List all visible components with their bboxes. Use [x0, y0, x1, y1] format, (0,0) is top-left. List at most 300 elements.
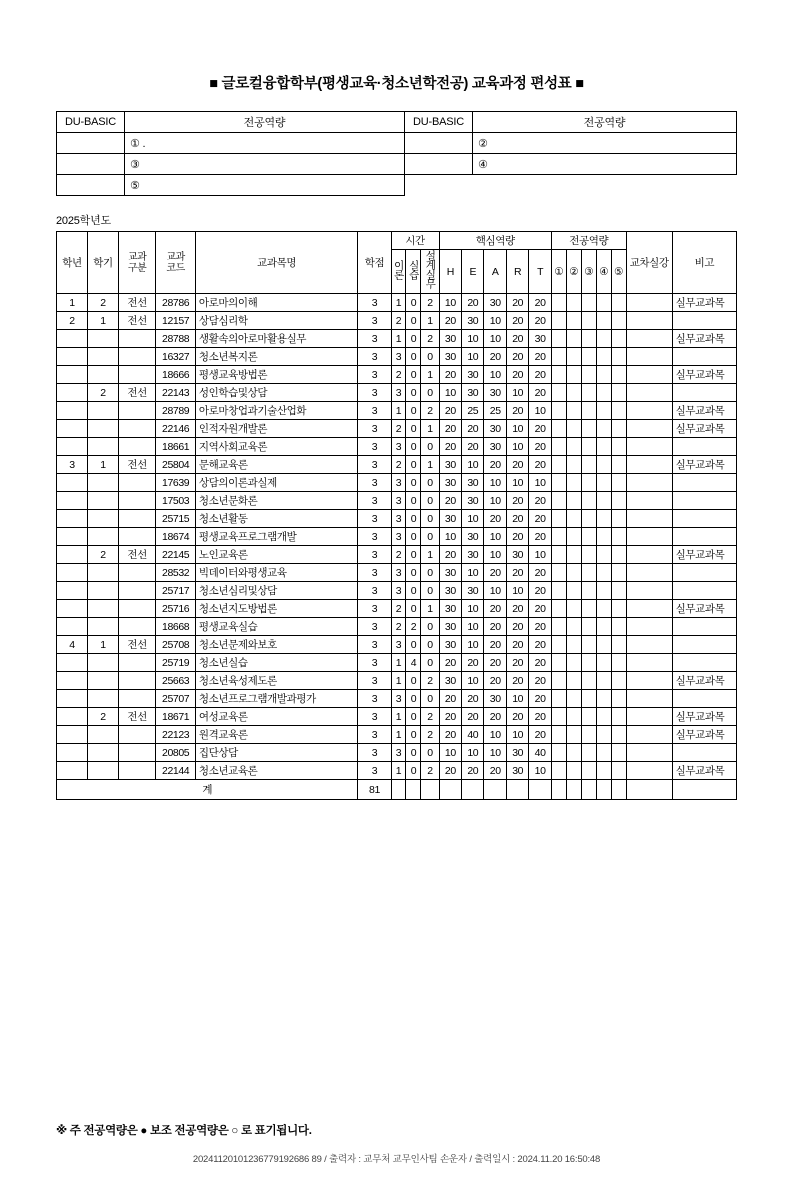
cell-core-h: 20 [439, 762, 461, 780]
header-grade: 학년 [57, 232, 88, 294]
cell-practice: 0 [406, 546, 421, 564]
cell-major-5 [611, 582, 626, 600]
cell-code: 22146 [156, 420, 196, 438]
cell-core-e: 30 [462, 474, 484, 492]
cell-major-2 [566, 438, 581, 456]
cell-major-1 [551, 528, 566, 546]
cell-theory: 3 [391, 438, 406, 456]
competency-row [57, 154, 737, 175]
cell-code: 25715 [156, 510, 196, 528]
cell-theory: 3 [391, 528, 406, 546]
footnote: ※ 주 전공역량은 ● 보조 전공역량은 ○ 로 표기됩니다. [56, 1125, 312, 1137]
cell-major-1 [551, 618, 566, 636]
cell-remark: 실무교과목 [672, 456, 736, 474]
cell-core-e: 20 [462, 420, 484, 438]
competency-cell-right-1 [405, 133, 473, 154]
cell-major-4 [596, 708, 611, 726]
cell-core-t: 20 [529, 456, 552, 474]
page-title: ■ 글로컬융합학부(평생교육·청소년학전공) 교육과정 편성표 ■ [209, 76, 584, 92]
table-row [57, 600, 737, 618]
cell-major-5 [611, 564, 626, 582]
total-remark [672, 780, 736, 800]
cell-practice: 0 [406, 330, 421, 348]
header-major-3: ③ [581, 250, 596, 294]
header-subject-name: 교과목명 [195, 232, 357, 294]
cell-division [118, 654, 155, 672]
cell-core-e: 10 [462, 456, 484, 474]
cell-core-e: 20 [462, 294, 484, 312]
cell-division [118, 330, 155, 348]
cell-subject-name: 평생교육프로그램개발 [195, 528, 357, 546]
cell-code: 20805 [156, 744, 196, 762]
cell-grade [57, 402, 88, 420]
cell-core-r: 20 [506, 366, 528, 384]
cell-division: 전선 [118, 708, 155, 726]
cell-major-1 [551, 654, 566, 672]
cell-core-r: 20 [506, 654, 528, 672]
cell-grade [57, 384, 88, 402]
header-hours-group: 시간 [391, 232, 439, 250]
cell-theory: 1 [391, 708, 406, 726]
cell-major-4 [596, 690, 611, 708]
cell-cross [626, 654, 672, 672]
cell-core-h: 20 [439, 366, 461, 384]
cell-semester: 2 [87, 708, 118, 726]
cell-design: 0 [421, 438, 439, 456]
total-design [421, 780, 439, 800]
cell-major-3 [581, 474, 596, 492]
cell-semester [87, 348, 118, 366]
cell-subject-name: 청소년육성제도론 [195, 672, 357, 690]
cell-code: 25716 [156, 600, 196, 618]
total-m3 [581, 780, 596, 800]
cell-core-a: 20 [484, 348, 506, 366]
cell-grade: 2 [57, 312, 88, 330]
cell-design: 2 [421, 330, 439, 348]
cell-remark: 실무교과목 [672, 330, 736, 348]
cell-major-3 [581, 456, 596, 474]
competency-header-left-value: 전공역량 [125, 112, 405, 133]
table-row [57, 330, 737, 348]
cell-code: 16327 [156, 348, 196, 366]
cell-subject-name: 지역사회교육론 [195, 438, 357, 456]
cell-design: 1 [421, 420, 439, 438]
cell-remark: 실무교과목 [672, 366, 736, 384]
cell-core-t: 10 [529, 402, 552, 420]
total-h [439, 780, 461, 800]
cell-grade [57, 762, 88, 780]
cell-theory: 1 [391, 294, 406, 312]
cell-major-1 [551, 726, 566, 744]
cell-core-r: 20 [506, 492, 528, 510]
table-row [57, 690, 737, 708]
cell-semester: 1 [87, 312, 118, 330]
cell-subject-name: 집단상담 [195, 744, 357, 762]
cell-code: 22123 [156, 726, 196, 744]
cell-major-4 [596, 474, 611, 492]
cell-practice: 0 [406, 636, 421, 654]
cell-design: 0 [421, 510, 439, 528]
cell-core-a: 10 [484, 492, 506, 510]
cell-remark [672, 744, 736, 762]
cell-design: 1 [421, 366, 439, 384]
cell-major-5 [611, 438, 626, 456]
cell-major-2 [566, 402, 581, 420]
cell-major-2 [566, 582, 581, 600]
cell-grade [57, 708, 88, 726]
cell-subject-name: 생활속의아로마활용실무 [195, 330, 357, 348]
cell-grade [57, 672, 88, 690]
cell-credit: 3 [358, 348, 391, 366]
cell-grade [57, 528, 88, 546]
cell-practice: 0 [406, 582, 421, 600]
cell-core-t: 10 [529, 474, 552, 492]
cell-subject-name: 평생교육방법론 [195, 366, 357, 384]
cell-core-e: 30 [462, 528, 484, 546]
cell-major-4 [596, 726, 611, 744]
cell-major-5 [611, 402, 626, 420]
cell-major-2 [566, 726, 581, 744]
cell-major-1 [551, 330, 566, 348]
competency-header-right-value: 전공역량 [473, 112, 737, 133]
cell-practice: 0 [406, 492, 421, 510]
header-major-1: ① [551, 250, 566, 294]
header-subject-division: 교과 구분 [118, 232, 155, 294]
cell-major-3 [581, 330, 596, 348]
header-core-e: E [462, 250, 484, 294]
cell-credit: 3 [358, 762, 391, 780]
cell-grade: 4 [57, 636, 88, 654]
cell-remark [672, 690, 736, 708]
cell-practice: 4 [406, 654, 421, 672]
competency-header-row [57, 112, 737, 133]
competency-header-left: DU-BASIC [57, 112, 125, 133]
cell-major-4 [596, 312, 611, 330]
cell-core-t: 20 [529, 420, 552, 438]
competency-cell-right-2 [405, 154, 473, 175]
cell-grade [57, 510, 88, 528]
cell-design: 2 [421, 762, 439, 780]
total-m5 [611, 780, 626, 800]
cell-major-5 [611, 294, 626, 312]
cell-theory: 2 [391, 420, 406, 438]
header-major-4: ④ [596, 250, 611, 294]
cell-core-t: 10 [529, 546, 552, 564]
cell-major-5 [611, 654, 626, 672]
cell-major-4 [596, 672, 611, 690]
cell-major-4 [596, 492, 611, 510]
cell-major-5 [611, 384, 626, 402]
cell-core-a: 10 [484, 528, 506, 546]
cell-grade [57, 330, 88, 348]
cell-semester [87, 564, 118, 582]
competency-value-right-2: ④ [473, 154, 737, 175]
cell-core-e: 10 [462, 672, 484, 690]
total-credit: 81 [358, 780, 391, 800]
cell-major-2 [566, 762, 581, 780]
cell-division [118, 744, 155, 762]
cell-major-5 [611, 762, 626, 780]
cell-core-e: 10 [462, 618, 484, 636]
table-row [57, 564, 737, 582]
cell-practice: 0 [406, 690, 421, 708]
cell-core-t: 40 [529, 744, 552, 762]
cell-core-r: 20 [506, 312, 528, 330]
cell-core-r: 20 [506, 330, 528, 348]
cell-major-5 [611, 348, 626, 366]
cell-major-3 [581, 582, 596, 600]
cell-credit: 3 [358, 744, 391, 762]
header-subject-code: 교과 코드 [156, 232, 196, 294]
cell-semester [87, 726, 118, 744]
cell-major-3 [581, 510, 596, 528]
header-hours-practice: 실습 [406, 250, 421, 294]
cell-theory: 1 [391, 402, 406, 420]
cell-core-r: 20 [506, 672, 528, 690]
cell-practice: 0 [406, 348, 421, 366]
cell-core-t: 20 [529, 348, 552, 366]
cell-core-h: 20 [439, 654, 461, 672]
table-row [57, 726, 737, 744]
cell-major-2 [566, 708, 581, 726]
cell-grade [57, 744, 88, 762]
cell-core-t: 20 [529, 492, 552, 510]
cell-grade [57, 654, 88, 672]
cell-division: 전선 [118, 384, 155, 402]
cell-remark [672, 492, 736, 510]
cell-major-4 [596, 600, 611, 618]
cell-code: 25708 [156, 636, 196, 654]
cell-division: 전선 [118, 546, 155, 564]
cell-design: 2 [421, 726, 439, 744]
cell-core-e: 20 [462, 438, 484, 456]
cell-subject-name: 청소년문제와보호 [195, 636, 357, 654]
cell-theory: 2 [391, 456, 406, 474]
cell-practice: 0 [406, 744, 421, 762]
cell-core-t: 20 [529, 510, 552, 528]
competency-cell-left-3 [57, 175, 125, 196]
cell-semester [87, 438, 118, 456]
cell-core-e: 10 [462, 330, 484, 348]
cell-core-a: 20 [484, 672, 506, 690]
cell-remark: 실무교과목 [672, 600, 736, 618]
cell-grade [57, 564, 88, 582]
cell-core-h: 30 [439, 510, 461, 528]
cell-code: 18674 [156, 528, 196, 546]
cell-major-2 [566, 546, 581, 564]
cell-core-e: 10 [462, 636, 484, 654]
cell-division [118, 762, 155, 780]
cell-code: 17639 [156, 474, 196, 492]
cell-design: 0 [421, 384, 439, 402]
total-m1 [551, 780, 566, 800]
cell-core-r: 30 [506, 546, 528, 564]
cell-core-a: 25 [484, 402, 506, 420]
cell-design: 0 [421, 564, 439, 582]
cell-cross [626, 690, 672, 708]
cell-practice: 0 [406, 456, 421, 474]
total-m2 [566, 780, 581, 800]
cell-core-a: 20 [484, 762, 506, 780]
cell-core-h: 30 [439, 582, 461, 600]
cell-major-2 [566, 690, 581, 708]
cell-core-h: 30 [439, 672, 461, 690]
table-row [57, 402, 737, 420]
cell-theory: 3 [391, 492, 406, 510]
cell-grade: 1 [57, 294, 88, 312]
document-page [0, 72, 793, 1193]
cell-cross [626, 564, 672, 582]
cell-core-r: 10 [506, 438, 528, 456]
cell-subject-name: 원격교육론 [195, 726, 357, 744]
cell-major-5 [611, 690, 626, 708]
cell-major-5 [611, 600, 626, 618]
cell-core-h: 30 [439, 330, 461, 348]
cell-core-a: 10 [484, 474, 506, 492]
cell-code: 28532 [156, 564, 196, 582]
cell-semester [87, 654, 118, 672]
cell-major-4 [596, 438, 611, 456]
cell-practice: 2 [406, 618, 421, 636]
cell-code: 28788 [156, 330, 196, 348]
cell-semester [87, 600, 118, 618]
cell-code: 18671 [156, 708, 196, 726]
competency-table [56, 111, 737, 196]
cell-major-5 [611, 312, 626, 330]
cell-core-r: 20 [506, 564, 528, 582]
cell-major-2 [566, 330, 581, 348]
cell-major-5 [611, 492, 626, 510]
cell-semester: 2 [87, 384, 118, 402]
header-cross-lecture: 교차실강 [626, 232, 672, 294]
cell-semester [87, 690, 118, 708]
cell-semester: 2 [87, 546, 118, 564]
cell-core-t: 20 [529, 672, 552, 690]
cell-division: 전선 [118, 636, 155, 654]
cell-credit: 3 [358, 384, 391, 402]
cell-core-h: 10 [439, 384, 461, 402]
cell-division [118, 510, 155, 528]
cell-core-a: 30 [484, 438, 506, 456]
cell-theory: 1 [391, 672, 406, 690]
cell-core-r: 20 [506, 402, 528, 420]
cell-theory: 3 [391, 510, 406, 528]
competency-value-left-3: ⑤ [125, 175, 405, 196]
cell-semester [87, 330, 118, 348]
cell-cross [626, 528, 672, 546]
cell-remark [672, 438, 736, 456]
table-row [57, 582, 737, 600]
cell-core-a: 10 [484, 366, 506, 384]
cell-major-3 [581, 762, 596, 780]
table-row [57, 438, 737, 456]
cell-major-2 [566, 618, 581, 636]
cell-cross [626, 438, 672, 456]
cell-credit: 3 [358, 366, 391, 384]
cell-major-2 [566, 510, 581, 528]
cell-major-3 [581, 672, 596, 690]
competency-value-left-2: ③ [125, 154, 405, 175]
cell-cross [626, 726, 672, 744]
cell-semester [87, 744, 118, 762]
cell-core-r: 10 [506, 726, 528, 744]
cell-major-2 [566, 474, 581, 492]
cell-subject-name: 성인학습및상담 [195, 384, 357, 402]
header-core-t: T [529, 250, 552, 294]
cell-major-2 [566, 312, 581, 330]
cell-subject-name: 상담심리학 [195, 312, 357, 330]
cell-division [118, 582, 155, 600]
cell-remark [672, 618, 736, 636]
cell-major-4 [596, 528, 611, 546]
cell-major-1 [551, 384, 566, 402]
cell-core-h: 30 [439, 456, 461, 474]
cell-division [118, 420, 155, 438]
table-row [57, 312, 737, 330]
cell-design: 0 [421, 528, 439, 546]
header-remark: 비고 [672, 232, 736, 294]
cell-core-h: 20 [439, 708, 461, 726]
table-row [57, 654, 737, 672]
cell-core-r: 20 [506, 636, 528, 654]
cell-major-3 [581, 618, 596, 636]
cell-semester [87, 402, 118, 420]
cell-core-t: 20 [529, 582, 552, 600]
cell-design: 1 [421, 546, 439, 564]
cell-subject-name: 노인교육론 [195, 546, 357, 564]
cell-remark: 실무교과목 [672, 420, 736, 438]
cell-subject-name: 청소년활동 [195, 510, 357, 528]
competency-value-left-1: ① . [125, 133, 405, 154]
cell-major-3 [581, 492, 596, 510]
cell-practice: 0 [406, 708, 421, 726]
cell-cross [626, 582, 672, 600]
cell-major-3 [581, 312, 596, 330]
cell-grade [57, 492, 88, 510]
cell-cross [626, 492, 672, 510]
cell-cross [626, 636, 672, 654]
cell-major-4 [596, 618, 611, 636]
cell-theory: 1 [391, 762, 406, 780]
curriculum-header-row-1 [57, 232, 737, 250]
cell-major-4 [596, 366, 611, 384]
cell-core-e: 10 [462, 510, 484, 528]
cell-remark: 실무교과목 [672, 708, 736, 726]
cell-subject-name: 청소년실습 [195, 654, 357, 672]
table-row [57, 546, 737, 564]
cell-major-5 [611, 672, 626, 690]
competency-row [57, 133, 737, 154]
cell-subject-name: 상담의이론과실제 [195, 474, 357, 492]
cell-theory: 3 [391, 564, 406, 582]
cell-core-a: 10 [484, 726, 506, 744]
table-row [57, 672, 737, 690]
cell-subject-name: 청소년지도방법론 [195, 600, 357, 618]
cell-cross [626, 672, 672, 690]
cell-core-h: 20 [439, 312, 461, 330]
cell-grade [57, 474, 88, 492]
cell-major-2 [566, 384, 581, 402]
cell-cross [626, 420, 672, 438]
cell-practice: 0 [406, 402, 421, 420]
cell-core-h: 20 [439, 726, 461, 744]
cell-theory: 3 [391, 690, 406, 708]
cell-major-1 [551, 492, 566, 510]
cell-major-2 [566, 528, 581, 546]
table-row [57, 492, 737, 510]
competency-empty-1 [405, 175, 473, 196]
table-row [57, 510, 737, 528]
